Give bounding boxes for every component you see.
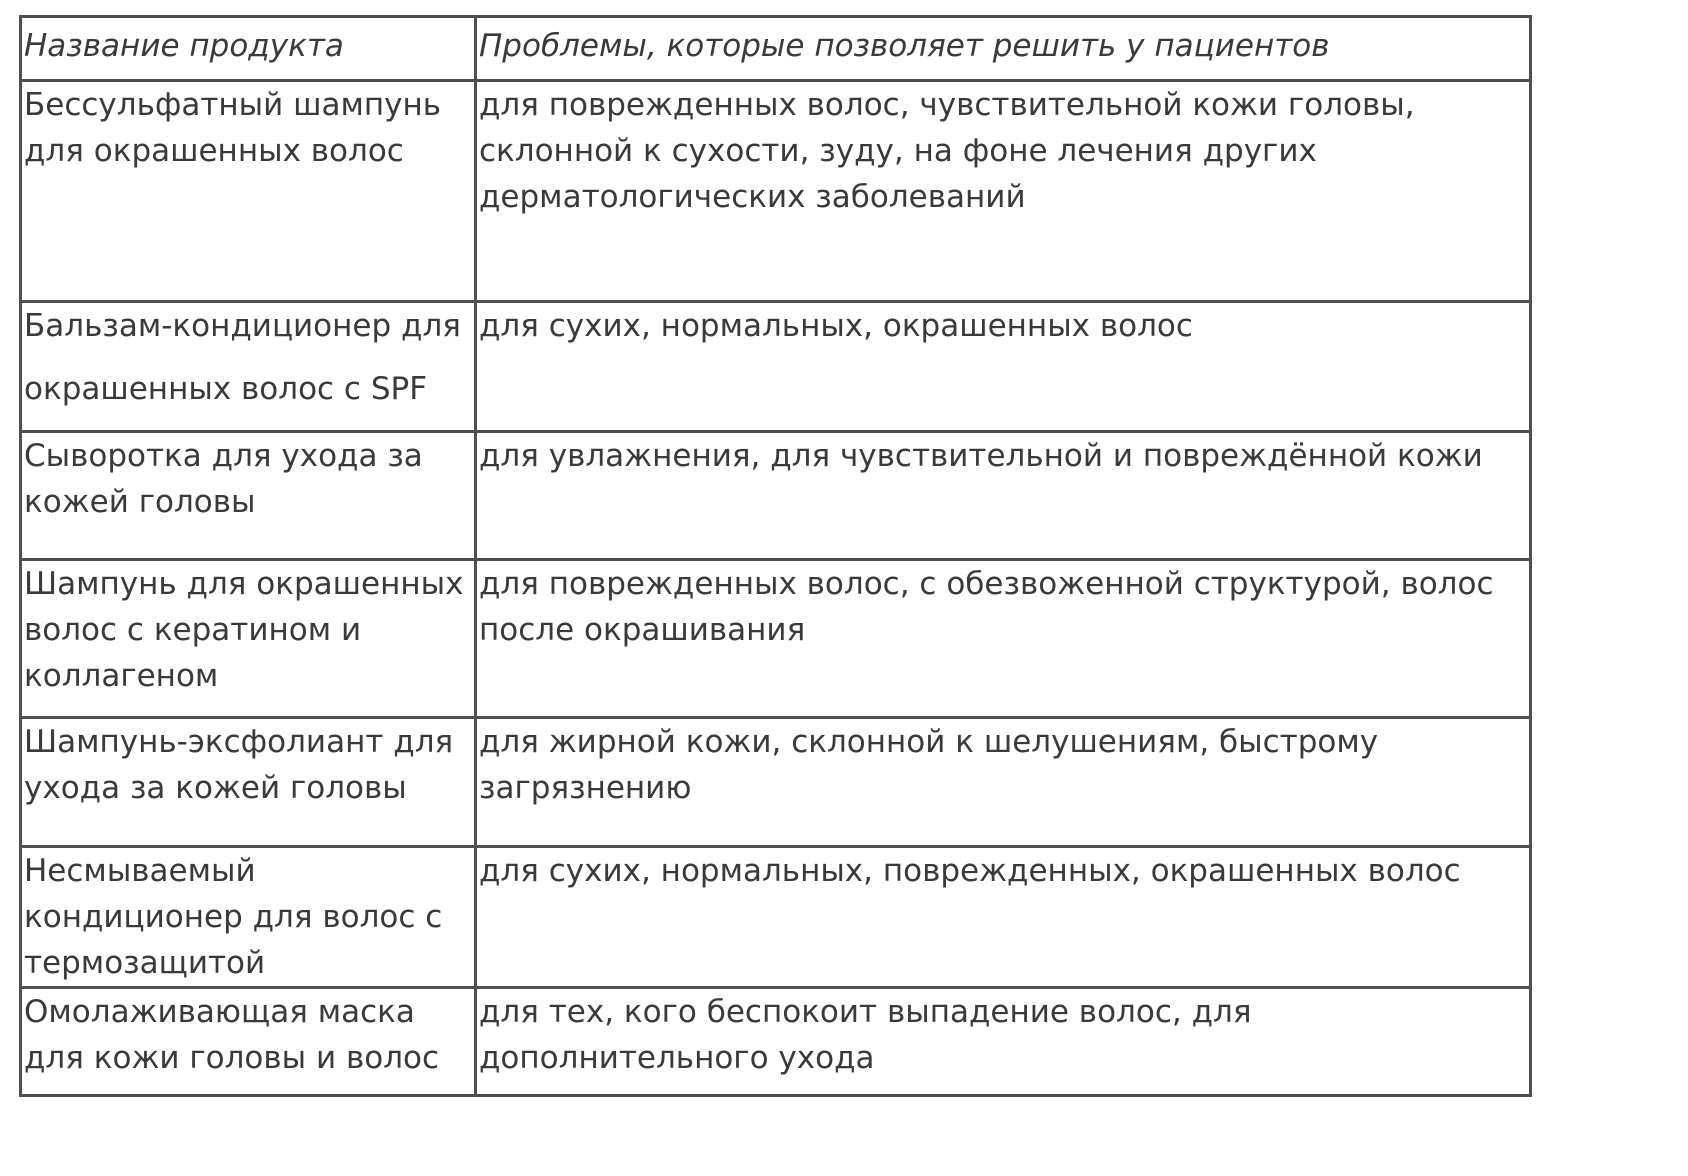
header-cell-product (21, 17, 476, 81)
table-row (21, 560, 1531, 718)
product-cell (21, 718, 476, 847)
product-cell (21, 81, 476, 302)
product-name: Шампунь для окрашенных волос с кератином и коллагеном (24, 566, 464, 694)
product-cell (21, 560, 476, 718)
header-cell-problems (476, 17, 1531, 81)
product-problems: для поврежденных волос, с обезвоженной структурой, волос после окрашивания (479, 566, 1494, 648)
table-row (21, 432, 1531, 560)
product-problems: для сухих, нормальных, поврежденных, окрашенных волос (479, 853, 1461, 889)
problems-cell (476, 432, 1531, 560)
product-name: Бальзам-кондиционер для окрашенных волос с SPF (24, 308, 461, 407)
header-product-label: Название продукта (24, 28, 344, 64)
table-row (21, 81, 1531, 302)
product-name: Несмываемый кондиционер для волос с термозащитой (24, 853, 443, 981)
product-name: Омолаживающая маска для кожи головы и волос (24, 994, 440, 1076)
problems-cell (476, 302, 1531, 432)
table-row (21, 718, 1531, 847)
problems-cell (476, 81, 1531, 302)
product-name: Шампунь-эксфолиант для ухода за кожей головы (24, 724, 454, 806)
product-name: Сыворотка для ухода за кожей головы (24, 438, 423, 520)
product-cell (21, 988, 476, 1096)
product-cell (21, 847, 476, 988)
problems-cell (476, 718, 1531, 847)
products-table (19, 15, 1532, 1097)
problems-cell (476, 560, 1531, 718)
problems-cell (476, 847, 1531, 988)
product-problems: для тех, кого беспокоит выпадение волос, для дополнительного ухода (479, 994, 1252, 1076)
product-problems: для сухих, нормальных, окрашенных волос (479, 308, 1193, 344)
product-problems: для жирной кожи, склонной к шелушениям, быстрому загрязнению (479, 724, 1379, 806)
product-problems: для поврежденных волос, чувствительной кожи головы, склонной к сухости, зуду, на фоне лечения других дерматологических заболеваний (479, 87, 1415, 215)
product-cell (21, 432, 476, 560)
table-row (21, 847, 1531, 988)
table-row (21, 302, 1531, 432)
problems-cell (476, 988, 1531, 1096)
product-problems: для увлажнения, для чувствительной и повреждённой кожи (479, 438, 1483, 474)
table-row (21, 988, 1531, 1096)
header-problems-label: Проблемы, которые позволяет решить у пациентов (479, 28, 1330, 64)
table-header-row (21, 17, 1531, 81)
product-cell (21, 302, 476, 432)
product-name: Бессульфатный шампунь для окрашенных волос (24, 87, 442, 169)
